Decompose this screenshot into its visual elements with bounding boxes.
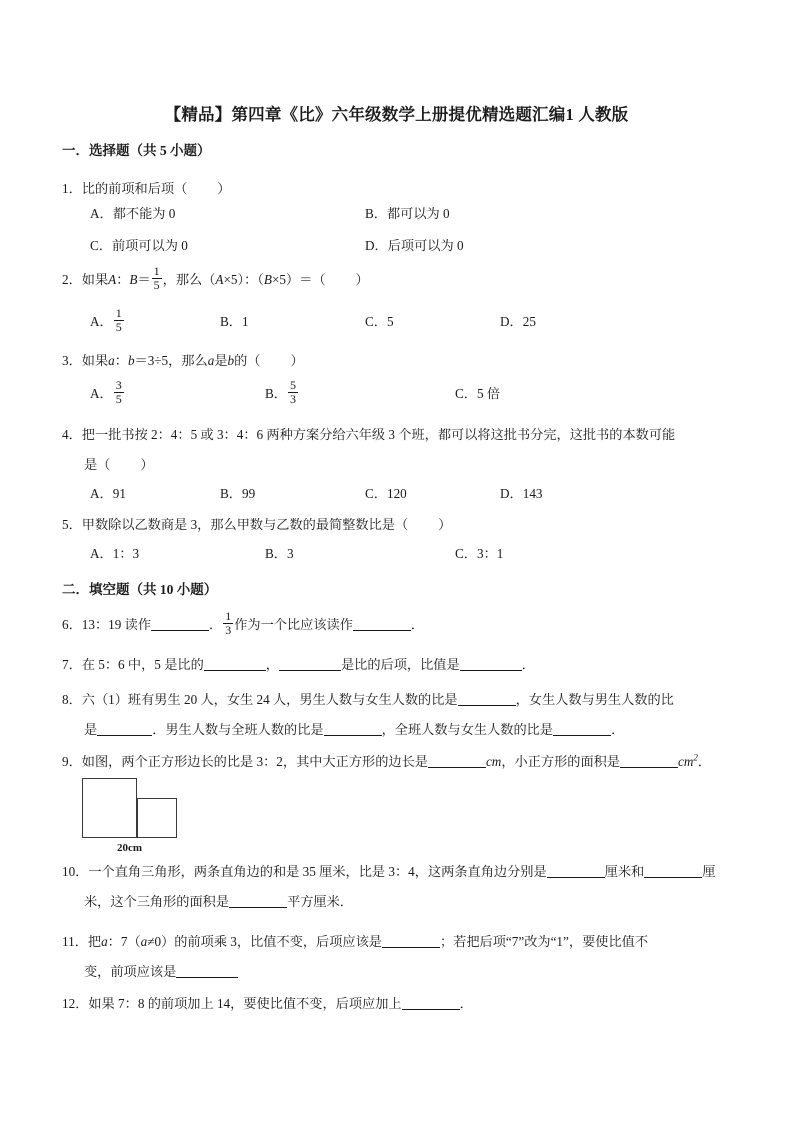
question-5-answer-space[interactable]	[408, 519, 438, 532]
fraction-five-thirds: $\frac{5}{3}$	[289, 377, 296, 406]
question-1-stem: 比的前项和后项（	[81, 181, 188, 196]
option-4-D[interactable]: D．143	[500, 486, 543, 501]
question-9-blank-1[interactable]	[428, 755, 486, 769]
variable-B: B	[129, 272, 138, 287]
question-1-answer-space[interactable]	[187, 183, 217, 196]
question-4-answer-space[interactable]	[110, 459, 140, 472]
question-9-number: 9．	[62, 754, 82, 769]
question-5-number: 5．	[62, 517, 82, 532]
unit-cm: cm	[485, 754, 502, 769]
option-4-C[interactable]: C．120	[365, 486, 407, 501]
question-2-options-row	[62, 307, 734, 337]
question-10-blank-1[interactable]	[547, 865, 605, 879]
question-4-line-2: 是（ ）	[84, 457, 154, 472]
question-2-number: 2．	[62, 272, 82, 287]
question-8-blank-3[interactable]	[324, 723, 382, 737]
question-11-line-2: 变，前项应该是	[62, 957, 734, 987]
question-6: 6．13：19 读作 ． $\frac{1}{3}$ 作为一个比应该读作 ．	[62, 608, 425, 637]
option-4-B[interactable]: B．99	[220, 486, 256, 501]
option-4-A[interactable]: A．91	[90, 486, 126, 501]
question-10-blank-3[interactable]	[229, 895, 287, 909]
question-6-number: 6．	[62, 617, 82, 632]
question-8-blank-4[interactable]	[553, 723, 611, 737]
fraction-one-third: $\frac{1}{3}$	[225, 608, 232, 637]
question-3-number: 3．	[62, 353, 82, 368]
question-8-blank-2[interactable]	[97, 723, 152, 737]
question-7-blank-2[interactable]	[279, 658, 341, 672]
large-square-shape	[82, 778, 137, 838]
option-2-A[interactable]: A． $\frac{1}{5}$	[90, 305, 122, 334]
question-5: 5．甲数除以乙数商是 3，那么甲数与乙数的最简整数比是（ ）	[62, 517, 452, 532]
page-title: 【精品】第四章《比》六年级数学上册提优精选题汇编1 人教版	[164, 105, 629, 124]
section-heading-choice: 一．选择题（共 5 小题）	[62, 143, 211, 158]
question-8-number: 8．	[62, 692, 82, 707]
question-11: 11．把a：7（a≠0）的前项乘 3，比值不变，后项应该是 ；若把后项“7”改为“1”，要使比值不	[62, 934, 649, 949]
question-3: 3．如果a：b＝3÷5，那么a是b的（ ）	[62, 353, 304, 368]
question-12-blank-1[interactable]	[402, 997, 460, 1011]
section-heading-fill: 二．填空题（共 10 小题）	[62, 582, 218, 597]
question-10-line-2: 米，这个三角形的面积是 平方厘米．	[84, 894, 353, 909]
option-3-A[interactable]: A． $\frac{3}{5}$	[90, 377, 122, 406]
question-12: 12．如果 7：8 的前项加上 14，要使比值不变，后项应加上 ．	[62, 996, 473, 1011]
question-10: 10．一个直角三角形，两条直角边的和是 35 厘米，比是 3：4，这两条直角边分别是 厘米和 厘	[62, 864, 716, 879]
option-2-B[interactable]: B．1	[220, 314, 249, 329]
option-5-B[interactable]: B．3	[265, 546, 294, 561]
question-4-options-row	[62, 479, 734, 509]
option-1-A[interactable]: A．都不能为 0	[90, 206, 176, 221]
question-3-options-row	[62, 379, 734, 409]
question-2: 2．如果A：B＝ $\frac{1}{5}$ ，那么（A×5）：（B×5）＝（ ）	[62, 263, 369, 292]
question-6-blank-1[interactable]	[151, 618, 209, 632]
question-11-blank-2[interactable]	[176, 965, 238, 979]
question-11-blank-1[interactable]	[382, 935, 440, 949]
small-square-shape	[137, 798, 177, 838]
question-1-options-row-1	[62, 199, 734, 229]
variable-A: A	[108, 272, 117, 287]
question-1-stem-close: ）	[217, 181, 231, 196]
option-5-C[interactable]: C．3：1	[455, 546, 504, 561]
question-6-blank-2[interactable]	[353, 618, 411, 632]
fraction-one-fifth: $\frac{1}{5}$	[153, 263, 160, 292]
question-8: 8．六（1）班有男生 20 人，女生 24 人，男生人数与女生人数的比是 ，女生人数与男生人数的比	[62, 692, 674, 707]
question-9-blank-2[interactable]	[620, 755, 678, 769]
question-4	[62, 420, 734, 450]
question-8-line-2: 是 ．男生人数与全班人数的比是 ，全班人数与女生人数的比是 ．	[84, 722, 625, 737]
question-2-answer-space[interactable]	[326, 274, 356, 287]
question-1-number: 1．	[62, 181, 82, 196]
question-7-blank-1[interactable]	[204, 658, 266, 672]
option-1-B[interactable]: B．都可以为 0	[365, 206, 450, 221]
variable-b: b	[127, 353, 135, 368]
two-squares-figure	[70, 776, 195, 858]
question-7: 7．在 5：6 中，5 是比的 ， 是比的后项，比值是 ．	[62, 657, 535, 672]
unit-cm-squared: $cm^2$	[678, 752, 698, 769]
dimension-label: 20cm	[82, 840, 177, 856]
option-2-D[interactable]: D．25	[500, 314, 536, 329]
fraction-one-fifth-option: $\frac{1}{5}$	[115, 305, 122, 334]
question-10-number: 10．	[62, 864, 89, 879]
question-4-stem-line-1: 把一批书按 2：4：5 或 3：4：6 两种方案分给六年级 3 个班，都可以将这批书分完，这批书的本数可能	[81, 427, 676, 442]
question-12-number: 12．	[62, 996, 89, 1011]
question-8-blank-1[interactable]	[458, 693, 516, 707]
question-9: 9．如图，两个正方形边长的比是 3：2，其中大正方形的边长是 cm，小正方形的面积是 $cm^2$．	[62, 752, 712, 769]
question-4-number: 4．	[62, 427, 82, 442]
question-5-options-row	[62, 539, 734, 569]
fraction-three-fifths: $\frac{3}{5}$	[115, 377, 122, 406]
question-7-blank-3[interactable]	[460, 658, 522, 672]
option-2-C[interactable]: C．5	[365, 314, 394, 329]
option-3-B[interactable]: B． $\frac{5}{3}$	[265, 377, 296, 406]
option-5-A[interactable]: A．1：3	[90, 546, 140, 561]
question-7-number: 7．	[62, 657, 82, 672]
question-3-answer-space[interactable]	[260, 355, 290, 368]
question-5-stem: 甲数除以乙数商是 3，那么甲数与乙数的最简整数比是（	[81, 517, 409, 532]
question-10-blank-2[interactable]	[644, 865, 702, 879]
variable-a-q11: a	[101, 934, 108, 949]
option-3-C[interactable]: C．5 倍	[455, 386, 501, 401]
option-1-C[interactable]: C．前项可以为 0	[90, 238, 188, 253]
option-1-D[interactable]: D．后项可以为 0	[365, 238, 464, 253]
variable-a: a	[108, 353, 115, 368]
question-1-options-row-2	[62, 231, 734, 261]
question-11-number: 11．	[62, 934, 88, 949]
